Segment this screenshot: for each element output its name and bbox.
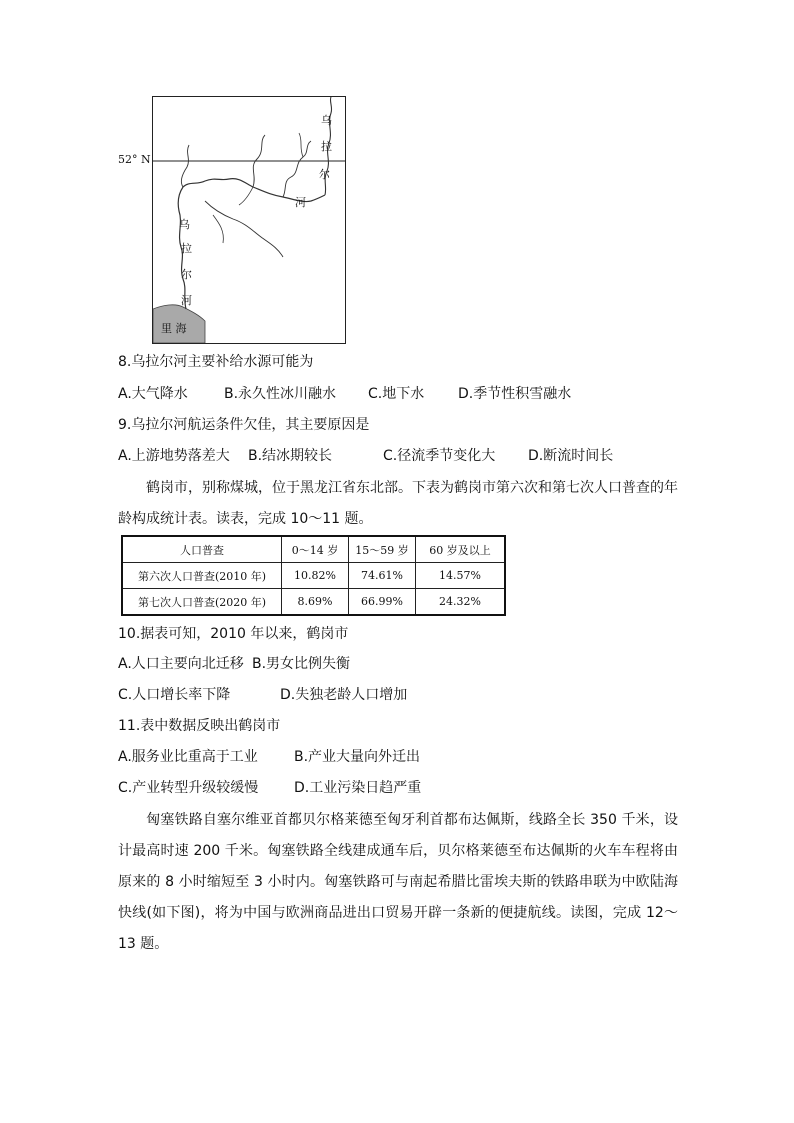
ural-river-map [118,96,348,344]
table-cell: 14.57% [416,563,506,589]
river-label-right-4: 河 [295,196,306,209]
q10-option-a[interactable]: A.人口主要向北迁移 [118,656,244,672]
table-cell: 8.69% [282,589,349,616]
q10-option-b[interactable]: B.男女比例失衡 [252,656,351,672]
q8-option-d[interactable]: D.季节性积雪融水 [458,386,572,402]
question-10-stem: 10.据表可知，2010 年以来，鹤岗市 [118,626,349,642]
table-cell: 第七次人口普查(2020 年) [122,589,282,616]
question-10-options-ab [118,655,350,673]
q10-option-d[interactable]: D.失独老龄人口增加 [280,687,408,703]
intro-12-13-text: 匈塞铁路自塞尔维亚首都贝尔格莱德至匈牙利首都布达佩斯，线路全长 350 千米，设计最高时速 200 千米。匈塞铁路全线建成通车后，贝尔格莱德至布达佩斯的火车车程将由原来的 8 小时缩短至 3 小时内。匈塞铁路可与南起希腊比雷埃夫斯的铁路串联为中欧陆海快线(如下图)，将为中国与欧洲商品进出口贸易开辟一条新的便捷航线。读图，完成 12～13 题。 [118,812,678,952]
question-11-stem: 11.表中数据反映出鹤岗市 [118,718,281,734]
river-label-right-2: 拉 [321,140,332,153]
river-label-right-3: 尔 [319,168,330,181]
tributary-se1 [205,201,283,257]
latitude-label: 52° N [118,153,151,166]
table-header-row [122,536,505,563]
q9-option-a[interactable]: A.上游地势落差大 [118,448,230,464]
question-8-stem: 8.乌拉尔河主要补给水源可能为 [118,354,314,370]
question-9-stem: 9.乌拉尔河航运条件欠佳，其主要原因是 [118,417,370,433]
river-label-left-2: 拉 [181,242,192,255]
q9-option-d[interactable]: D.断流时间长 [528,448,614,464]
q8-option-c[interactable]: C.地下水 [368,386,425,402]
river-label-left-1: 乌 [179,218,190,231]
q11-option-d[interactable]: D.工业污染日趋严重 [294,780,422,796]
river-label-right-1: 乌 [321,114,332,127]
table-cell: 10.82% [282,563,349,589]
table-cell: 第六次人口普查(2010 年) [122,563,282,589]
table-cell: 74.61% [349,563,416,589]
tributary-nw [181,145,189,187]
intro-10-11 [118,473,678,535]
table-header: 60 岁及以上 [416,536,506,563]
q8-option-b[interactable]: B.永久性冰川融水 [224,386,337,402]
table-row [122,563,505,589]
sea-label: 里 海 [161,322,187,335]
river-label-left-4: 河 [181,294,192,307]
map-frame [152,96,346,344]
question-8-options [118,385,571,403]
q10-option-c[interactable]: C.人口增长率下降 [118,687,231,703]
river-label-left-3: 尔 [181,268,192,281]
table-cell: 66.99% [349,589,416,616]
intro-10-11-text: 鹤岗市，别称煤城，位于黑龙江省东北部。下表为鹤岗市第六次和第七次人口普查的年龄构成统计表。读表，完成 10～11 题。 [118,480,678,527]
q9-option-b[interactable]: B.结冰期较长 [248,448,333,464]
question-11-options-cd [118,779,421,797]
tributary-n2 [283,141,311,197]
table-header: 0～14 岁 [282,536,349,563]
q8-option-a[interactable]: A.大气降水 [118,386,188,402]
table-cell: 24.32% [416,589,506,616]
question-9-options [118,447,613,465]
tributary-n3 [299,133,303,157]
intro-12-13 [118,805,678,960]
table-header: 人口普查 [122,536,282,563]
census-table [121,535,506,616]
question-10-options-cd [118,686,407,704]
table-row [122,589,505,616]
q11-option-c[interactable]: C.产业转型升级较缓慢 [118,780,259,796]
tributary-se2 [213,215,223,243]
table-header: 15～59 岁 [349,536,416,563]
q9-option-c[interactable]: C.径流季节变化大 [383,448,496,464]
question-11-options-ab [118,748,420,766]
q11-option-a[interactable]: A.服务业比重高于工业 [118,749,258,765]
q11-option-b[interactable]: B.产业大量向外迁出 [294,749,421,765]
tributary-s3 [239,187,253,205]
